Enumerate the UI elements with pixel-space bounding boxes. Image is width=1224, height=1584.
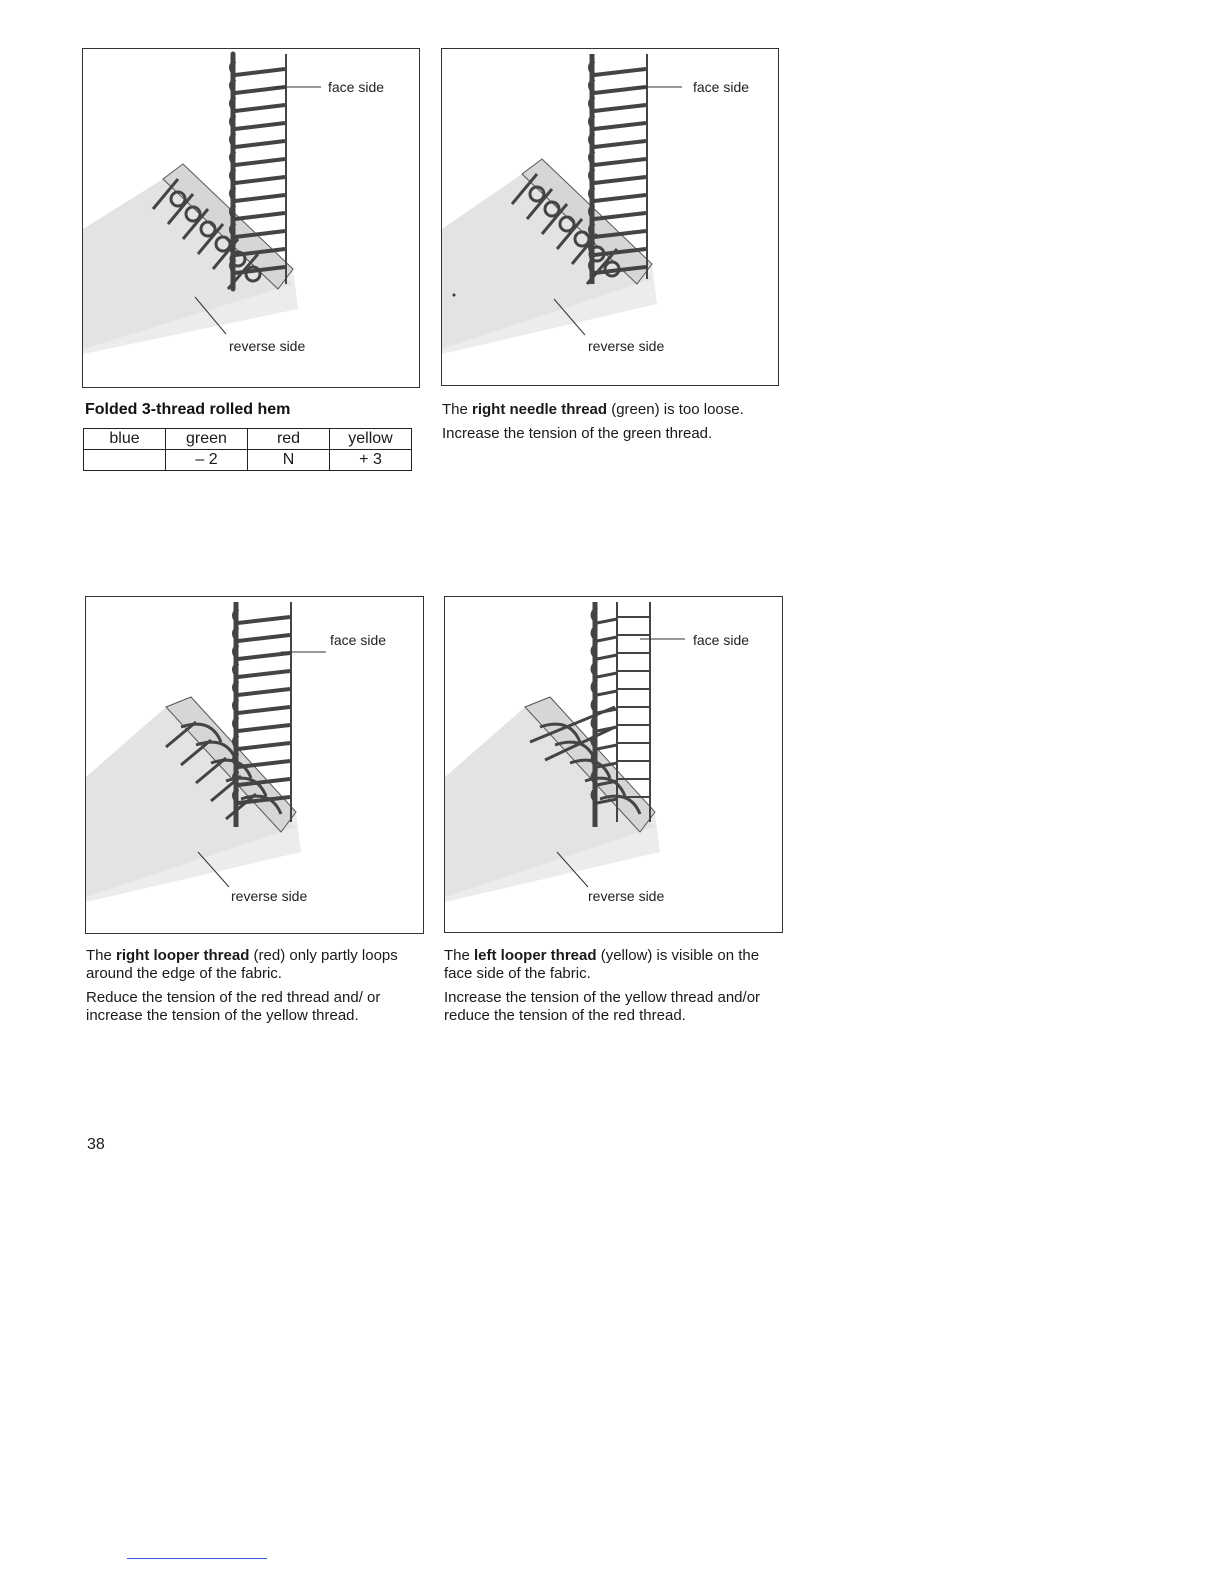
face-side-label: face side (693, 79, 750, 95)
tension-settings-table (83, 428, 412, 471)
settings-title: Folded 3-thread rolled hem (85, 401, 291, 418)
value-blue (84, 450, 166, 471)
reverse-side-label: reverse side (231, 888, 308, 904)
stitch-illustration-2 (442, 49, 778, 385)
header-red: red (248, 429, 330, 450)
value-red: N (248, 450, 330, 471)
header-green: green (166, 429, 248, 450)
header-yellow: yellow (330, 429, 412, 450)
caption-text: The right needle thread (green) is too loose. (442, 401, 744, 418)
caption-text: The right looper thread (red) only partly loops around the edge of the fabric. (86, 947, 398, 982)
caption-left-looper-thread (444, 947, 774, 1031)
table-value-row (84, 450, 412, 471)
face-side-label: face side (328, 79, 385, 95)
illustration-panel-1 (82, 48, 420, 388)
caption-instruction: Increase the tension of the green thread. (442, 425, 713, 442)
caption-instruction: Reduce the tension of the red thread and/ or increase the tension of the yellow thread. (86, 989, 381, 1024)
caption-text: The left looper thread (yellow) is visible on the face side of the fabric. (444, 947, 760, 982)
face-side-label: face side (330, 632, 387, 648)
table-header-row (84, 429, 412, 450)
illustration-panel-2 (441, 48, 779, 386)
caption-instruction: Increase the tension of the yellow thread and/or reduce the tension of the red thread. (444, 989, 761, 1024)
caption-right-looper-thread (86, 947, 416, 1031)
reverse-side-label: reverse side (229, 338, 306, 354)
stitch-illustration-1 (83, 49, 419, 387)
value-green: – 2 (166, 450, 248, 471)
footer-rule (127, 1558, 267, 1559)
illustration-panel-3 (85, 596, 424, 934)
caption-right-needle-thread (442, 401, 772, 449)
illustration-panel-4 (444, 596, 783, 933)
reverse-side-label: reverse side (588, 888, 665, 904)
face-side-label: face side (693, 632, 750, 648)
value-yellow: + 3 (330, 450, 412, 471)
header-blue: blue (84, 429, 166, 450)
reverse-side-label: reverse side (588, 338, 665, 354)
page-number: 38 (87, 1136, 105, 1153)
